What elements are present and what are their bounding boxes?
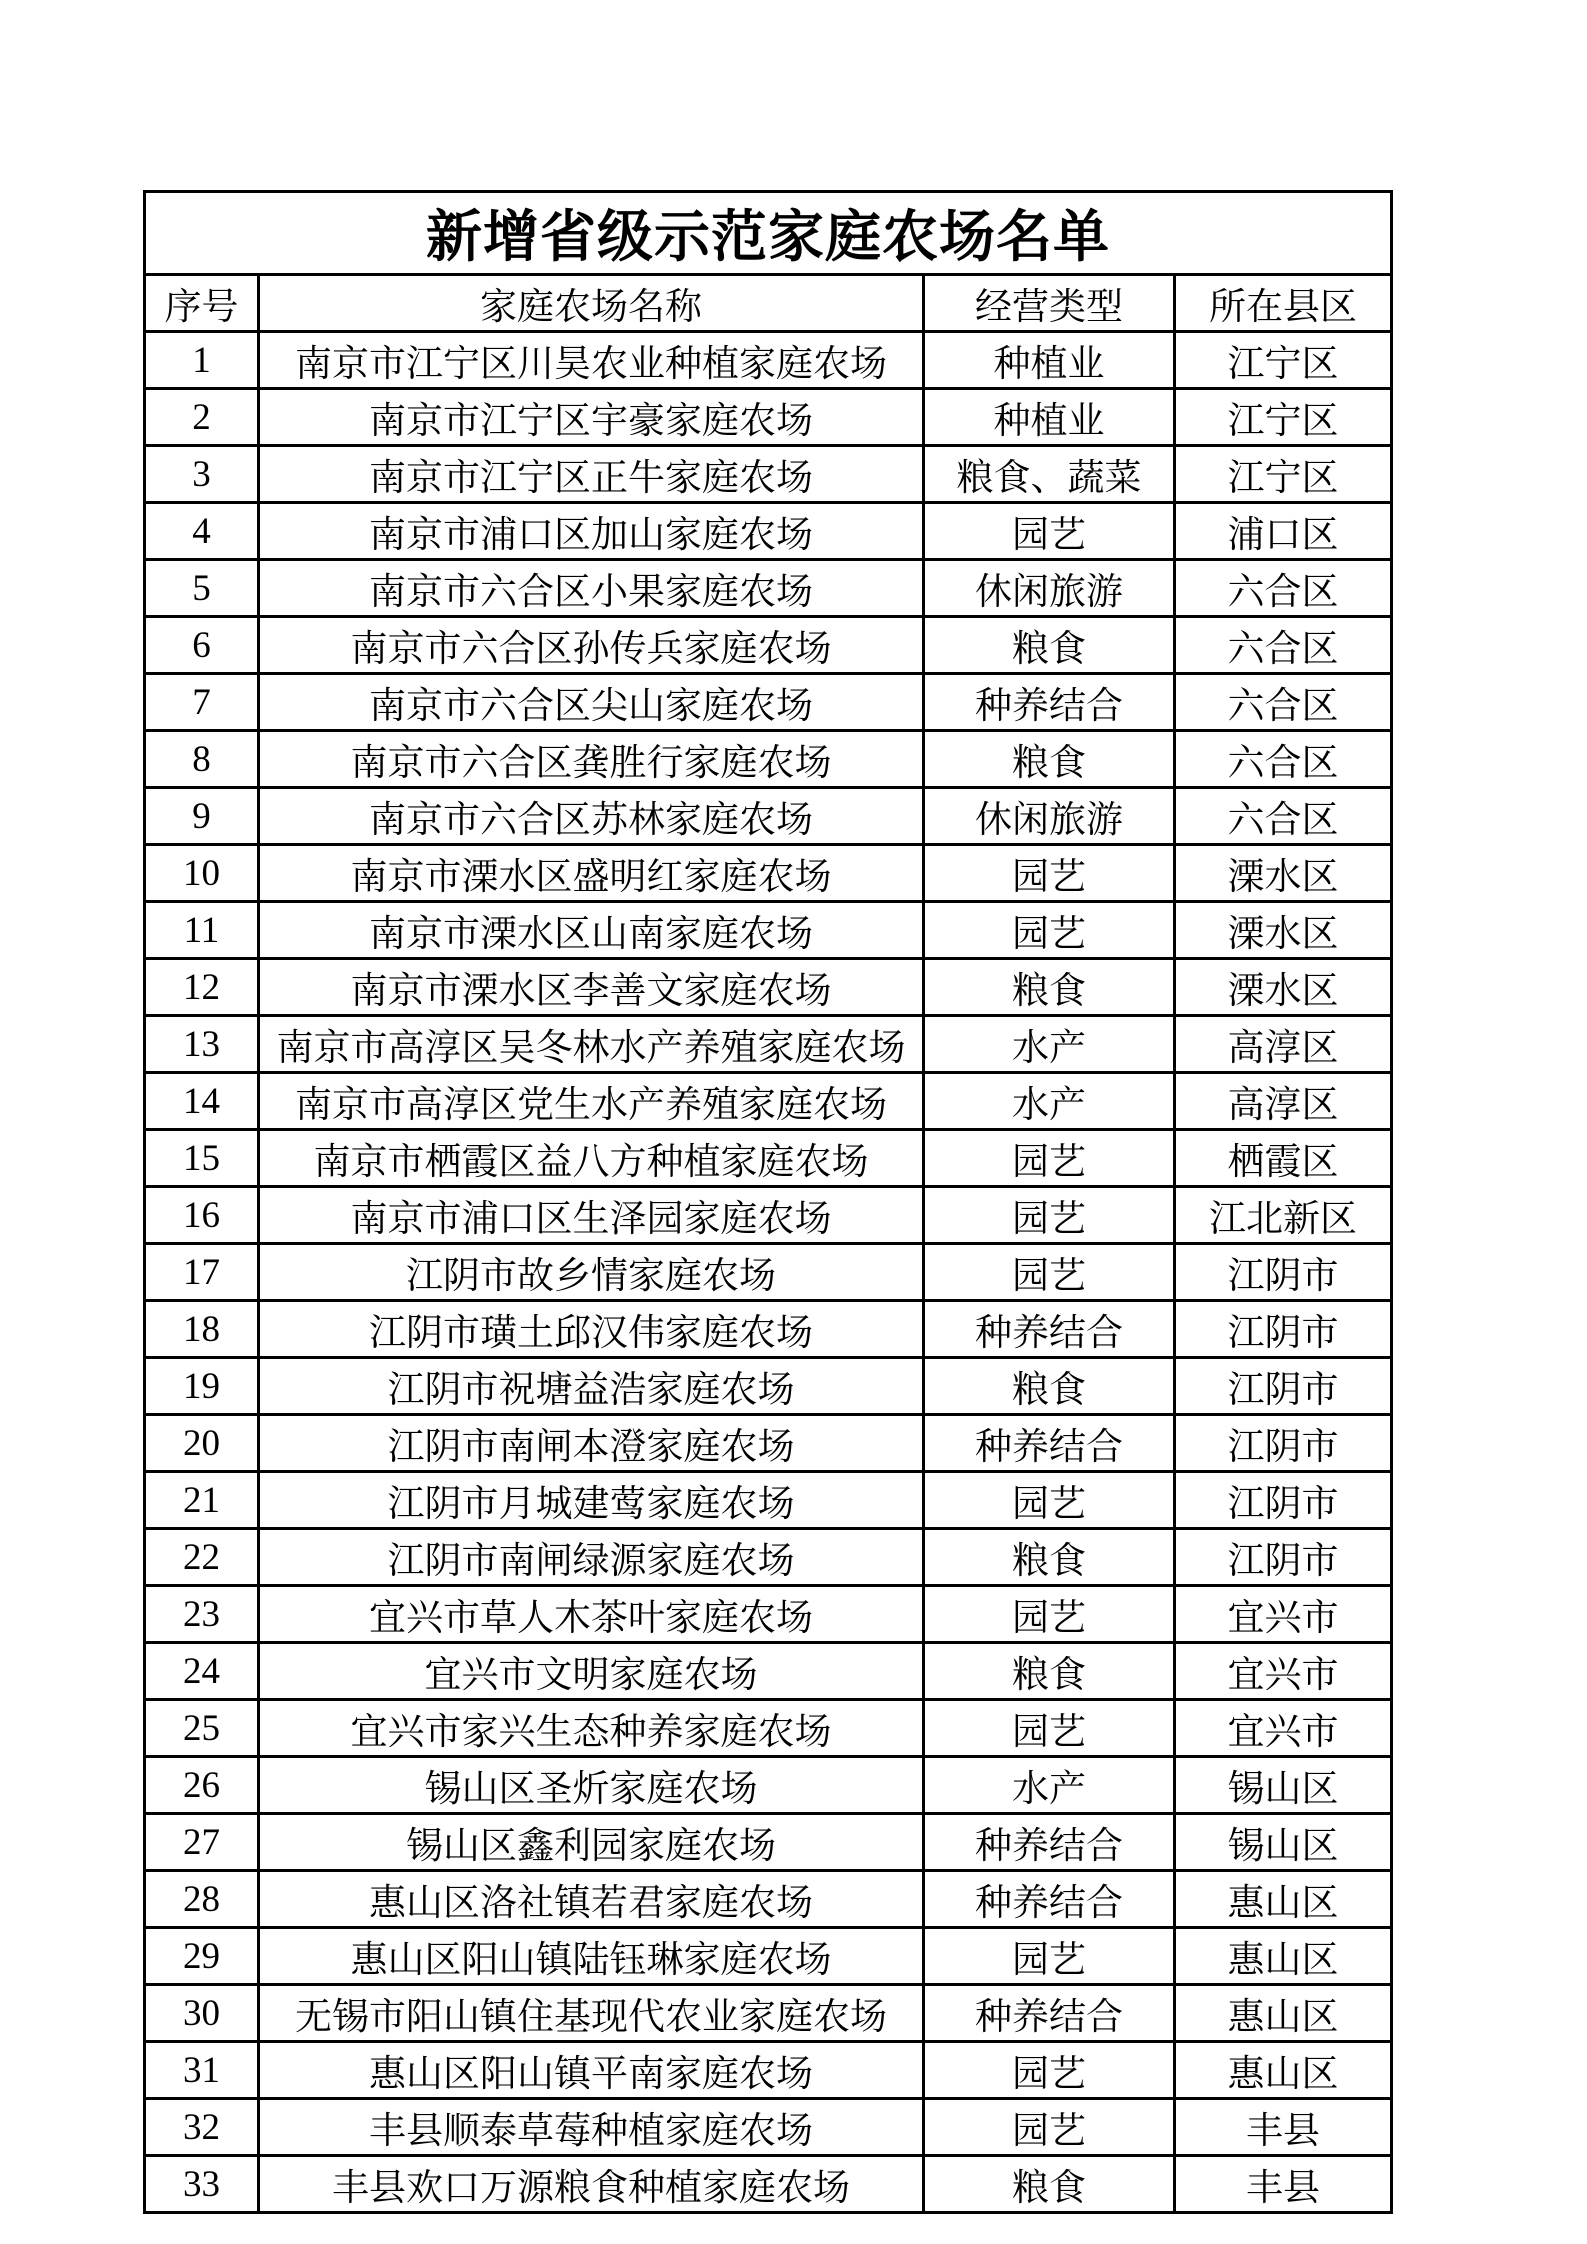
cell-business-type: 休闲旅游 bbox=[924, 560, 1175, 617]
cell-district: 江阴市 bbox=[1175, 1244, 1392, 1301]
cell-district: 宜兴市 bbox=[1175, 1700, 1392, 1757]
table-row bbox=[145, 1871, 1392, 1928]
cell-row-number: 18 bbox=[145, 1301, 259, 1358]
cell-district: 江宁区 bbox=[1175, 446, 1392, 503]
cell-row-number: 28 bbox=[145, 1871, 259, 1928]
cell-business-type: 种养结合 bbox=[924, 1814, 1175, 1871]
cell-farm-name: 江阴市月城建莺家庭农场 bbox=[259, 1472, 924, 1529]
cell-row-number: 8 bbox=[145, 731, 259, 788]
cell-farm-name: 南京市江宁区川昊农业种植家庭农场 bbox=[259, 332, 924, 389]
cell-district: 高淳区 bbox=[1175, 1073, 1392, 1130]
page-title: 新增省级示范家庭农场名单 bbox=[145, 192, 1392, 275]
cell-farm-name: 南京市栖霞区益八方种植家庭农场 bbox=[259, 1130, 924, 1187]
cell-business-type: 粮食 bbox=[924, 1643, 1175, 1700]
cell-business-type: 园艺 bbox=[924, 2042, 1175, 2099]
cell-business-type: 粮食、蔬菜 bbox=[924, 446, 1175, 503]
cell-row-number: 23 bbox=[145, 1586, 259, 1643]
cell-row-number: 22 bbox=[145, 1529, 259, 1586]
cell-row-number: 25 bbox=[145, 1700, 259, 1757]
cell-business-type: 粮食 bbox=[924, 2156, 1175, 2213]
table-row bbox=[145, 1244, 1392, 1301]
cell-business-type: 园艺 bbox=[924, 1700, 1175, 1757]
cell-farm-name: 江阴市南闸绿源家庭农场 bbox=[259, 1529, 924, 1586]
cell-farm-name: 锡山区圣炘家庭农场 bbox=[259, 1757, 924, 1814]
cell-district: 惠山区 bbox=[1175, 1871, 1392, 1928]
cell-business-type: 种养结合 bbox=[924, 1871, 1175, 1928]
cell-row-number: 33 bbox=[145, 2156, 259, 2213]
cell-district: 江阴市 bbox=[1175, 1301, 1392, 1358]
cell-farm-name: 江阴市故乡情家庭农场 bbox=[259, 1244, 924, 1301]
cell-district: 江宁区 bbox=[1175, 389, 1392, 446]
table-row bbox=[145, 845, 1392, 902]
cell-business-type: 种植业 bbox=[924, 332, 1175, 389]
cell-row-number: 21 bbox=[145, 1472, 259, 1529]
cell-farm-name: 南京市江宁区正牛家庭农场 bbox=[259, 446, 924, 503]
cell-row-number: 4 bbox=[145, 503, 259, 560]
cell-district: 锡山区 bbox=[1175, 1814, 1392, 1871]
table-row bbox=[145, 2099, 1392, 2156]
farm-table bbox=[143, 190, 1393, 2214]
cell-district: 江阴市 bbox=[1175, 1358, 1392, 1415]
cell-district: 江宁区 bbox=[1175, 332, 1392, 389]
cell-row-number: 20 bbox=[145, 1415, 259, 1472]
table-row bbox=[145, 446, 1392, 503]
cell-row-number: 19 bbox=[145, 1358, 259, 1415]
cell-farm-name: 南京市高淳区党生水产养殖家庭农场 bbox=[259, 1073, 924, 1130]
cell-district: 丰县 bbox=[1175, 2156, 1392, 2213]
cell-business-type: 粮食 bbox=[924, 959, 1175, 1016]
cell-business-type: 粮食 bbox=[924, 731, 1175, 788]
cell-farm-name: 惠山区洛社镇若君家庭农场 bbox=[259, 1871, 924, 1928]
cell-farm-name: 南京市浦口区生泽园家庭农场 bbox=[259, 1187, 924, 1244]
table-row bbox=[145, 902, 1392, 959]
cell-district: 宜兴市 bbox=[1175, 1586, 1392, 1643]
cell-district: 惠山区 bbox=[1175, 1928, 1392, 1985]
cell-row-number: 27 bbox=[145, 1814, 259, 1871]
table-row bbox=[145, 1700, 1392, 1757]
table-row bbox=[145, 1985, 1392, 2042]
cell-row-number: 30 bbox=[145, 1985, 259, 2042]
table-row bbox=[145, 1301, 1392, 1358]
cell-business-type: 种养结合 bbox=[924, 1301, 1175, 1358]
table-row bbox=[145, 503, 1392, 560]
cell-row-number: 7 bbox=[145, 674, 259, 731]
cell-farm-name: 南京市六合区苏林家庭农场 bbox=[259, 788, 924, 845]
cell-business-type: 粮食 bbox=[924, 1358, 1175, 1415]
table-row bbox=[145, 1757, 1392, 1814]
cell-business-type: 种植业 bbox=[924, 389, 1175, 446]
table-body bbox=[145, 332, 1392, 2213]
table-row bbox=[145, 2156, 1392, 2213]
cell-farm-name: 宜兴市文明家庭农场 bbox=[259, 1643, 924, 1700]
cell-business-type: 园艺 bbox=[924, 2099, 1175, 2156]
cell-farm-name: 南京市高淳区吴冬林水产养殖家庭农场 bbox=[259, 1016, 924, 1073]
cell-farm-name: 江阴市南闸本澄家庭农场 bbox=[259, 1415, 924, 1472]
cell-farm-name: 江阴市璜土邱汉伟家庭农场 bbox=[259, 1301, 924, 1358]
table-row bbox=[145, 674, 1392, 731]
cell-row-number: 12 bbox=[145, 959, 259, 1016]
title-row bbox=[145, 192, 1392, 275]
cell-business-type: 粮食 bbox=[924, 617, 1175, 674]
cell-row-number: 5 bbox=[145, 560, 259, 617]
cell-row-number: 10 bbox=[145, 845, 259, 902]
cell-row-number: 17 bbox=[145, 1244, 259, 1301]
cell-farm-name: 南京市溧水区李善文家庭农场 bbox=[259, 959, 924, 1016]
cell-row-number: 6 bbox=[145, 617, 259, 674]
cell-farm-name: 南京市浦口区加山家庭农场 bbox=[259, 503, 924, 560]
cell-farm-name: 南京市六合区龚胜行家庭农场 bbox=[259, 731, 924, 788]
cell-row-number: 31 bbox=[145, 2042, 259, 2099]
cell-district: 六合区 bbox=[1175, 788, 1392, 845]
cell-district: 六合区 bbox=[1175, 560, 1392, 617]
cell-business-type: 水产 bbox=[924, 1016, 1175, 1073]
cell-business-type: 园艺 bbox=[924, 1928, 1175, 1985]
cell-farm-name: 南京市六合区小果家庭农场 bbox=[259, 560, 924, 617]
column-header-district: 所在县区 bbox=[1175, 275, 1392, 332]
cell-business-type: 园艺 bbox=[924, 1187, 1175, 1244]
cell-farm-name: 江阴市祝塘益浩家庭农场 bbox=[259, 1358, 924, 1415]
column-header-farm-name: 家庭农场名称 bbox=[259, 275, 924, 332]
table-row bbox=[145, 1529, 1392, 1586]
table-header-row bbox=[145, 275, 1392, 332]
cell-row-number: 16 bbox=[145, 1187, 259, 1244]
cell-business-type: 种养结合 bbox=[924, 1985, 1175, 2042]
cell-row-number: 13 bbox=[145, 1016, 259, 1073]
cell-farm-name: 惠山区阳山镇平南家庭农场 bbox=[259, 2042, 924, 2099]
cell-district: 六合区 bbox=[1175, 731, 1392, 788]
cell-district: 溧水区 bbox=[1175, 902, 1392, 959]
table-row bbox=[145, 1472, 1392, 1529]
cell-business-type: 园艺 bbox=[924, 1244, 1175, 1301]
cell-district: 宜兴市 bbox=[1175, 1643, 1392, 1700]
cell-row-number: 32 bbox=[145, 2099, 259, 2156]
table-row bbox=[145, 2042, 1392, 2099]
cell-row-number: 1 bbox=[145, 332, 259, 389]
cell-row-number: 26 bbox=[145, 1757, 259, 1814]
table-row bbox=[145, 1130, 1392, 1187]
cell-farm-name: 锡山区鑫利园家庭农场 bbox=[259, 1814, 924, 1871]
cell-district: 栖霞区 bbox=[1175, 1130, 1392, 1187]
cell-district: 江阴市 bbox=[1175, 1472, 1392, 1529]
cell-district: 江北新区 bbox=[1175, 1187, 1392, 1244]
cell-farm-name: 宜兴市草人木茶叶家庭农场 bbox=[259, 1586, 924, 1643]
table-row bbox=[145, 1415, 1392, 1472]
table-row bbox=[145, 1016, 1392, 1073]
cell-district: 江阴市 bbox=[1175, 1415, 1392, 1472]
table-row bbox=[145, 788, 1392, 845]
cell-farm-name: 南京市六合区尖山家庭农场 bbox=[259, 674, 924, 731]
cell-row-number: 2 bbox=[145, 389, 259, 446]
cell-business-type: 园艺 bbox=[924, 1130, 1175, 1187]
cell-district: 丰县 bbox=[1175, 2099, 1392, 2156]
cell-business-type: 休闲旅游 bbox=[924, 788, 1175, 845]
table-row bbox=[145, 1643, 1392, 1700]
cell-district: 六合区 bbox=[1175, 617, 1392, 674]
cell-district: 锡山区 bbox=[1175, 1757, 1392, 1814]
cell-district: 六合区 bbox=[1175, 674, 1392, 731]
column-header-no: 序号 bbox=[145, 275, 259, 332]
cell-district: 高淳区 bbox=[1175, 1016, 1392, 1073]
cell-business-type: 粮食 bbox=[924, 1529, 1175, 1586]
cell-row-number: 9 bbox=[145, 788, 259, 845]
cell-row-number: 29 bbox=[145, 1928, 259, 1985]
cell-district: 惠山区 bbox=[1175, 2042, 1392, 2099]
cell-business-type: 水产 bbox=[924, 1073, 1175, 1130]
cell-farm-name: 宜兴市家兴生态种养家庭农场 bbox=[259, 1700, 924, 1757]
cell-district: 惠山区 bbox=[1175, 1985, 1392, 2042]
table-row bbox=[145, 389, 1392, 446]
cell-district: 溧水区 bbox=[1175, 845, 1392, 902]
cell-farm-name: 丰县欢口万源粮食种植家庭农场 bbox=[259, 2156, 924, 2213]
cell-district: 溧水区 bbox=[1175, 959, 1392, 1016]
cell-row-number: 3 bbox=[145, 446, 259, 503]
cell-business-type: 水产 bbox=[924, 1757, 1175, 1814]
cell-business-type: 种养结合 bbox=[924, 1415, 1175, 1472]
table-row bbox=[145, 1073, 1392, 1130]
cell-farm-name: 惠山区阳山镇陆钰琳家庭农场 bbox=[259, 1928, 924, 1985]
cell-row-number: 11 bbox=[145, 902, 259, 959]
table-row bbox=[145, 617, 1392, 674]
table-row bbox=[145, 959, 1392, 1016]
cell-farm-name: 南京市溧水区山南家庭农场 bbox=[259, 902, 924, 959]
cell-business-type: 园艺 bbox=[924, 1586, 1175, 1643]
column-header-business-type: 经营类型 bbox=[924, 275, 1175, 332]
cell-farm-name: 南京市江宁区宇豪家庭农场 bbox=[259, 389, 924, 446]
table-row bbox=[145, 1928, 1392, 1985]
cell-business-type: 种养结合 bbox=[924, 674, 1175, 731]
table-row bbox=[145, 1586, 1392, 1643]
cell-district: 浦口区 bbox=[1175, 503, 1392, 560]
table-row bbox=[145, 332, 1392, 389]
cell-farm-name: 无锡市阳山镇住基现代农业家庭农场 bbox=[259, 1985, 924, 2042]
table-row bbox=[145, 731, 1392, 788]
table-row bbox=[145, 1814, 1392, 1871]
cell-district: 江阴市 bbox=[1175, 1529, 1392, 1586]
cell-farm-name: 丰县顺泰草莓种植家庭农场 bbox=[259, 2099, 924, 2156]
cell-farm-name: 南京市六合区孙传兵家庭农场 bbox=[259, 617, 924, 674]
table-row bbox=[145, 1187, 1392, 1244]
cell-business-type: 园艺 bbox=[924, 503, 1175, 560]
table-row bbox=[145, 560, 1392, 617]
cell-row-number: 15 bbox=[145, 1130, 259, 1187]
cell-business-type: 园艺 bbox=[924, 845, 1175, 902]
cell-business-type: 园艺 bbox=[924, 902, 1175, 959]
cell-row-number: 14 bbox=[145, 1073, 259, 1130]
cell-business-type: 园艺 bbox=[924, 1472, 1175, 1529]
table-row bbox=[145, 1358, 1392, 1415]
cell-farm-name: 南京市溧水区盛明红家庭农场 bbox=[259, 845, 924, 902]
cell-row-number: 24 bbox=[145, 1643, 259, 1700]
